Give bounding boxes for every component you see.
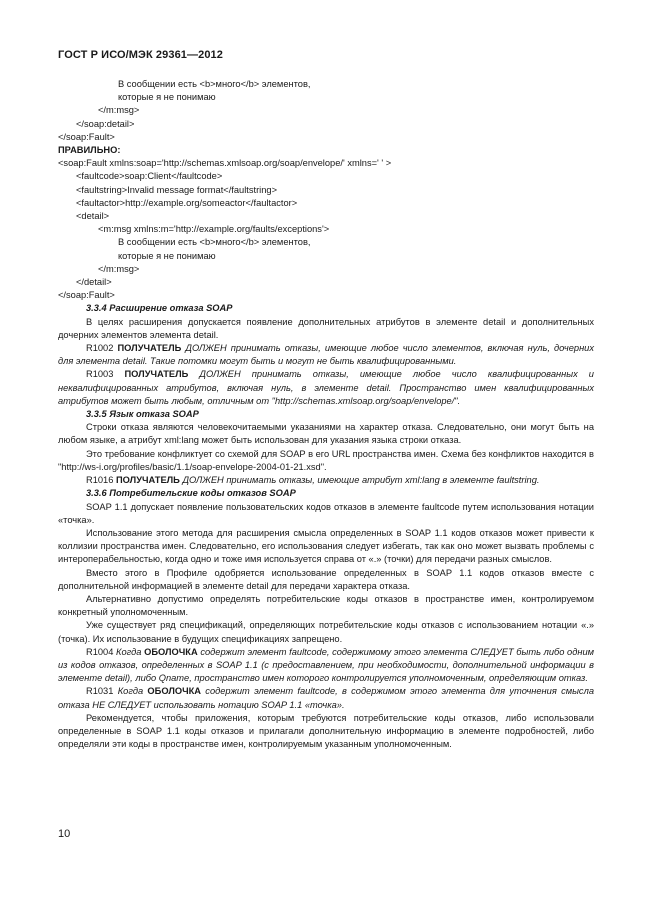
code-line: </soap:Fault> <box>58 131 115 142</box>
paragraph: SOAP 1.1 допускает появление пользовательских кодов отказов в элементе faultcode путем использования нотации «точка». <box>58 501 594 525</box>
code-line: которые я не понимаю <box>118 250 216 261</box>
paragraph: Альтернативно допустимо определять потребительские коды отказов в пространстве имен, контролируемом конкретный уполномоченным. <box>58 593 594 618</box>
requirement-id: R1004 <box>86 646 114 657</box>
code-line: </soap:detail> <box>76 118 135 129</box>
requirement-id: R1003 <box>86 369 114 380</box>
requirement-keyword: ПОЛУЧАТЕЛЬ <box>116 475 180 486</box>
requirement-id: R1031 <box>86 686 114 697</box>
section-heading: 3.3.6 Потребительские коды отказов SOAP <box>86 488 296 499</box>
requirement-r1031 <box>58 685 594 711</box>
code-line: </m:msg> <box>98 263 140 274</box>
paragraph: Строки отказа являются человекочитаемыми указаниями на характер отказа. Следовательно, они могут быть на любом языке, а атрибут xml:lang может быть использован для указания языка строки отказа. <box>58 422 594 446</box>
paragraph: В целях расширения допускается появление дополнительных атрибутов в элементе detail и дополнительных дочерних элементов элемента detail. <box>58 316 594 340</box>
code-line: <faultstring>Invalid message format</faultstring> <box>76 184 278 195</box>
requirement-keyword: ПОЛУЧАТЕЛЬ <box>117 343 182 354</box>
code-line: </detail> <box>76 277 112 288</box>
code-line: <m:msg xmlns:m='http://example.org/faults/exceptions'> <box>98 224 330 235</box>
requirement-text: ДОЛЖЕН принимать отказы, имеющие любое число элементов, включая нуль, дочерних для элемента detail. Такие потомки могут быть и могут не быть квалифицированными. <box>58 343 594 367</box>
document-page <box>58 48 594 751</box>
code-line: В сообщении есть <b>много</b> элементов, <box>118 79 311 89</box>
paragraph: Вместо этого в Профиле одобряется использование определенных в SOAP 1.1 кодов отказов вместе с дополнительной информацией в элементе detail для передачи характера отказа. <box>58 567 594 591</box>
code-line: <faultcode>soap:Client</faultcode> <box>76 171 223 182</box>
section-heading: 3.3.4 Расширение отказа SOAP <box>86 303 233 314</box>
code-line: <detail> <box>76 211 110 222</box>
code-line: В сообщении есть <b>много</b> элементов, <box>118 237 311 248</box>
requirement-r1003 <box>58 368 594 408</box>
section-heading: 3.3.5 Язык отказа SOAP <box>86 409 199 420</box>
code-line: которые я не понимаю <box>118 92 216 103</box>
requirement-r1004 <box>58 646 594 686</box>
requirement-text: ДОЛЖЕН принимать отказы, имеющие любое число квалифицированных и неквалифицированных атрибутов, включая нуль, в элементе detail. Пространство имен квалифицированных атрибутов может быть любым, отличным от "http://schemas.xmlsoap.org/soap/envelope/". <box>58 369 594 406</box>
code-line: </soap:Fault> <box>58 290 115 301</box>
code-line: </m:msg> <box>98 105 140 116</box>
paragraph: Использование этого метода для расширения смысла определенных в SOAP 1.1 кодов отказов может привести к коллизии пространства имен. Следовательно, его использования следует избегать, так как оно может вызвать проблемы с интероперабельностью, когда одно и тоже имя используется справа от «.» (точки) для передачи разных смыслов. <box>58 527 594 565</box>
requirement-text: ДОЛЖЕН принимать отказы, имеющие атрибут xml:lang в элементе faultstring. <box>182 475 540 486</box>
requirement-keyword: ПОЛУЧАТЕЛЬ <box>124 369 189 380</box>
document-header: ГОСТ Р ИСО/МЭК 29361—2012 <box>58 49 223 61</box>
paragraph: Рекомендуется, чтобы приложения, которым требуются потребительские коды отказов, либо использовали определенные в SOAP 1.1 коды отказов и прилагали дополнительную информацию в элементе подробностей, либо определяли эти коды в пространстве имен, контролируемым указанным уполномоченным. <box>58 712 594 750</box>
requirement-id: R1002 <box>86 343 114 354</box>
requirement-r1002 <box>58 342 594 368</box>
paragraph: Уже существует ряд спецификаций, определяющих потребительские коды отказов с использованием нотации «.» (точка). Их использование в будущих спецификациях запрещено. <box>58 620 594 644</box>
requirement-r1016 <box>58 474 594 487</box>
requirement-keyword: ОБОЛОЧКА <box>144 646 198 657</box>
paragraph: Это требование конфликтует со схемой для SOAP в его URL пространства имен. Схема без конфликтов находится в "http://ws-i.org/profiles/basic/1.1/soap-envelope-2004-01-21.xsd". <box>58 448 594 472</box>
requirement-text: содержит элемент faultcode, содержимому этого элемента СЛЕДУЕТ быть либо одним из кодов отказов, определенных в SOAP 1.1 (с предоставлением, при необходимости, дополнительной информации в элементе detail), либо Qname, пространство имен которого контролируется уполномоченным, определяющим отказ. <box>58 646 594 684</box>
requirement-keyword: ОБОЛОЧКА <box>147 686 202 697</box>
code-line: <faultactor>http://example.org/someactor</faultactor> <box>76 197 298 208</box>
code-line: <soap:Fault xmlns:soap='http://schemas.xmlsoap.org/soap/envelope/' xmlns=' ' > <box>58 158 392 169</box>
code-block-correct <box>58 157 594 302</box>
requirement-when: Когда <box>116 646 142 657</box>
code-block-top <box>58 78 594 144</box>
requirement-text: содержит элемент faultcode, в содержимом этого элемента для уточнения смысла отказа НЕ СЛЕДУЕТ использовать нотацию SOAP 1.1 «точка». <box>58 686 594 710</box>
requirement-id: R1016 <box>86 475 114 486</box>
requirement-when: Когда <box>117 686 144 697</box>
correct-label: ПРАВИЛЬНО: <box>58 145 121 156</box>
page-number: 10 <box>58 828 71 840</box>
